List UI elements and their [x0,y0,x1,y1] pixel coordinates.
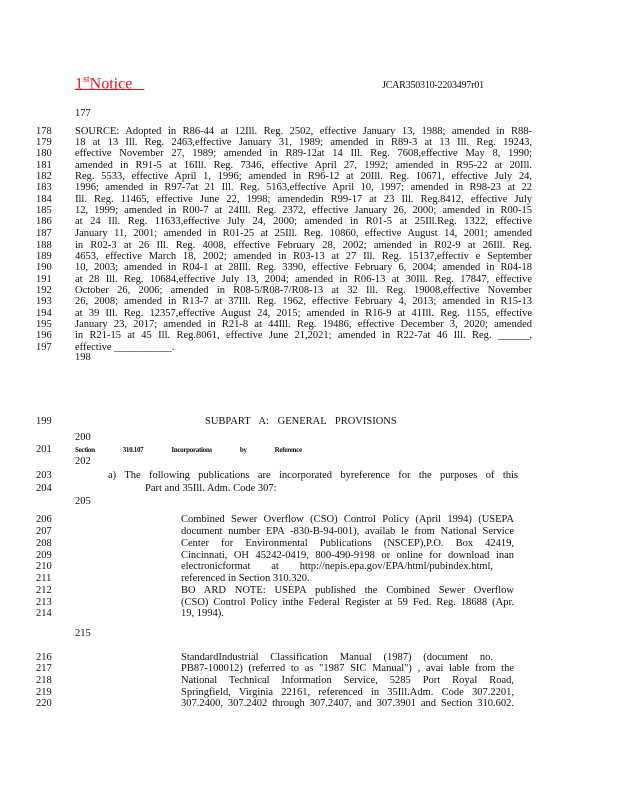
notice-text: Notice [89,75,133,93]
line-number: 206 [36,514,52,525]
line-212 [0,585,618,597]
line-208 [0,538,618,550]
line-number: 193 [36,296,52,307]
line-187 [0,228,618,240]
line-number: 184 [36,194,52,205]
line-number: 192 [36,285,52,296]
line-number: 194 [36,308,52,319]
line-number: 197 [36,342,52,353]
line-text: 12, 1999; amended in R00-7 at 24Ill. Reg. 2372, effective January 26, 2000; amended in R00-15 [75,205,532,216]
line-number: 188 [36,240,52,251]
subpart-heading: SUBPART A: GENERAL PROVISIONS [205,416,397,427]
line-text: National Technical Information Service, 5285 Port Royal Road, [181,675,514,686]
line-text: 1996; amended in R97-7at 21 Ill. Reg. 5163,effective April 10, 1997; amended in R98-23 at 22 [75,182,532,193]
line-number: 209 [36,550,52,561]
line-number: 201 [36,444,52,455]
line-number: 217 [36,663,52,674]
line-text: SOURCE: Adopted in R86-44 at 12Ill. Reg. 2502, effective January 13, 1988; amended in R88- [75,126,532,137]
line-text: Part and 35Ill. Adm. Code 307: [145,483,277,494]
line-number: 204 [36,483,52,494]
line-number: 210 [36,561,52,572]
line-text: amended in R91-5 at 16Ill. Reg. 7346, effective April 27, 1992; amended in R95-22 at 20Ill. [75,160,532,171]
notice-suffix: st [83,74,90,85]
line-215 [0,628,618,640]
line-text: Cincinnati, OH 45242-0419, 800-490-9198 or online for download inan [181,550,514,561]
line-206 [0,514,618,526]
first-notice-heading [75,74,144,93]
line-text: referenced in Section 310.320. [181,573,310,584]
line-214 [0,608,618,620]
line-number: 180 [36,148,52,159]
line-202 [0,456,618,468]
line-220 [0,698,618,710]
line-text: StandardIndustrial Classification Manual (1987) (document no. [181,652,493,663]
line-204 [0,483,618,495]
line-205 [0,496,618,508]
line-number: 199 [36,416,52,427]
blank-line-number: 205 [75,496,91,507]
line-number: 213 [36,597,52,608]
line-text: at 28 Ill. Reg. 10684,effective July 13, 2004; amended in R06-13 at 30Ill. Reg. 17847, effective [75,274,532,285]
line-number: 216 [36,652,52,663]
line-number: 195 [36,319,52,330]
line-text: 307.2400, 307.2402 through 307.2407, and 307.3901 and Section 310.602. [181,698,514,709]
line-text: BO ARD NOTE: USEPA published the Combined Sewer Overflow [181,585,514,596]
line-number: 196 [36,330,52,341]
section-heading-by: by [239,446,247,454]
line-text: a) The following publications are incorporated byreference for the purposes of this [108,470,518,481]
line-207 [0,526,618,538]
line-number: 191 [36,274,52,285]
line-198 [0,352,618,364]
section-heading [75,444,330,456]
line-201 [0,444,618,456]
line-text: Ill. Reg. 11465, effective June 22, 1998; amendedin R99-17 at 23 Ill. Reg.8412, effective July [75,194,532,205]
line-text: Springfield, Virginia 22161, referenced in 35Ill.Adm. Code 307.2201, [181,687,514,698]
line-number: 218 [36,675,52,686]
line-text: at 24 Ill. Reg. 11633,effective July 24, 2000; amended in R01-5 at 25Ill.Reg. 1322, effective [75,216,532,227]
line-number: 219 [36,687,52,698]
line-200 [0,432,618,444]
line-number: 211 [36,573,52,584]
line-text: effective ___________. [75,342,175,353]
line-text: Reg. 5533, effective April 1, 1996; amended in R96-12 at 20Ill. Reg. 10671, effective July 24, [75,171,532,182]
line-217 [0,663,618,675]
line-number: 220 [36,698,52,709]
line-number: 207 [36,526,52,537]
line-218 [0,675,618,687]
line-text: in R02-3 at 26 Ill. Reg. 4008, effective February 28, 2002; amended in R02-9 at 26Ill. Reg. [75,240,532,251]
line-text: document number EPA -830-B-94-001), availab le from National Service [181,526,514,537]
blank-line-number: 202 [75,456,91,467]
line-number: 203 [36,470,52,481]
blank-line-number: 198 [75,352,91,363]
line-180 [0,148,618,160]
line-text: October 26, 2006; amended in R08-5/R08-7/R08-13 at 32 Ill. Reg. 19008,effective November [75,285,532,296]
line-text: effective November 27, 1989; amended in R89-12at 14 Ill. Reg. 7608,effective May 8, 1990; [75,148,532,159]
line-text: Center for Environmental Publications (NSCEP),P.O. Box 42419, [181,538,514,549]
line-number: 187 [36,228,52,239]
line-text: PB87-100012) (referred to as "1987 SIC Manual") , avai lable from the [181,663,514,674]
line-number: 182 [36,171,52,182]
line-text: 10, 2003; amended in R04-1 at 28Ill. Reg. 3390, effective February 6, 2004; amended in R04-18 [75,262,532,273]
line-number: 185 [36,205,52,216]
blank-line-number: 177 [75,108,91,119]
blank-line-number: 215 [75,628,91,639]
line-text: 26, 2008; amended in R13-7 at 37Ill. Reg. 1962, effective February 4, 2013; amended in R15-13 [75,296,532,307]
line-text: January 11, 2001; amended in R01-25 at 25Ill. Reg. 10860, effective August 14, 2001; amended [75,228,532,239]
line-text: electronicformat at http://nepis.epa.gov/EPA/html/pubindex.html, [181,561,493,572]
line-text: (CSO) Control Policy inthe Federal Register at 59 Fed. Reg. 18688 (Apr. [181,597,514,608]
line-text: 19, 1994). [181,608,224,619]
line-number: 190 [36,262,52,273]
section-heading-section: Section [75,446,95,454]
line-number: 208 [36,538,52,549]
line-text: January 23, 2017; amended in R21-8 at 44Ill. Reg. 19486, effective December 3, 2020; amended [75,319,532,330]
line-number: 189 [36,251,52,262]
line-number: 212 [36,585,52,596]
line-number: 178 [36,126,52,137]
line-199 [0,416,618,428]
line-text: 18 at 13 Ill. Reg. 2463,effective January 31, 1989; amended in R89-3 at 13 Ill. Reg. 19243, [75,137,532,148]
blank-line-number: 200 [75,432,91,443]
line-183 [0,182,618,194]
line-193 [0,296,618,308]
line-190 [0,262,618,274]
line-203 [0,470,618,482]
line-number: 181 [36,160,52,171]
notice-number: 1 [75,75,83,93]
line-number: 186 [36,216,52,227]
section-heading-incorporations: Incorporations [171,446,212,454]
line-186 [0,216,618,228]
line-211 [0,573,618,585]
section-heading-310-107: 310.107 [122,446,144,454]
line-text: at 39 Ill. Reg. 12357,effective August 24, 2015; amended in R16-9 at 41Ill. Reg. 1155, effective [75,308,532,319]
document-id: JCAR350310-2203497r01 [382,80,484,91]
line-number: 179 [36,137,52,148]
line-number: 183 [36,182,52,193]
line-177 [0,108,618,120]
section-heading-reference: Reference [274,446,302,454]
line-text: in R21-15 at 45 Ill. Reg.8061, effective June 21,2021; amended in R22-7at 46 Ill. Reg. ______, [75,330,532,341]
line-number: 214 [36,608,52,619]
line-text: 4653, effective March 18, 2002; amended in R03-13 at 27 Ill. Reg. 15137,effectiv e September [75,251,532,262]
line-text: Combined Sewer Overflow (CSO) Control Policy (April 1994) (USEPA [181,514,514,525]
line-196 [0,330,618,342]
line-210 [0,561,618,573]
